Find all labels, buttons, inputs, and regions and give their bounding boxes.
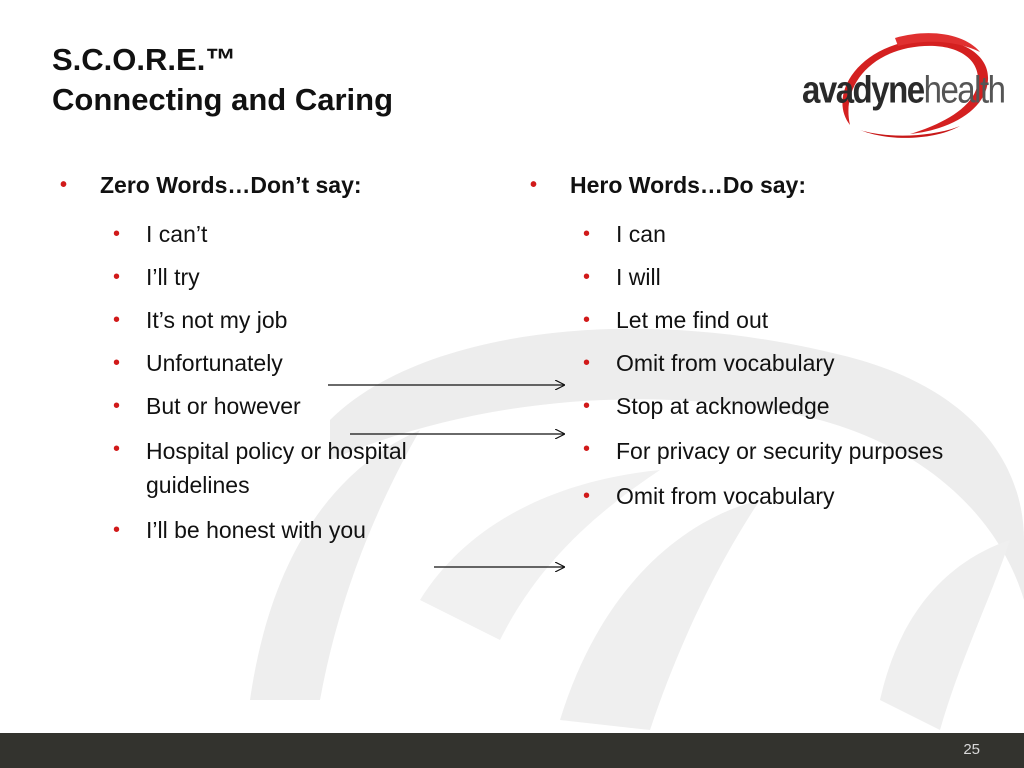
hero-word-item — [530, 434, 946, 468]
footer-bar — [0, 733, 1024, 768]
bullet-icon: • — [113, 519, 121, 541]
zero-word-text: Unfortunately — [146, 350, 283, 376]
logo-brand-text: avadyne — [802, 68, 924, 111]
slide-title-line2: Connecting and Caring — [52, 82, 393, 117]
zero-word-item — [60, 262, 490, 292]
bullet-icon: • — [530, 174, 538, 196]
zero-word-item — [60, 348, 490, 378]
zero-word-item — [60, 305, 490, 335]
avadyne-health-logo — [790, 30, 1005, 140]
zero-word-item — [60, 434, 476, 502]
bullet-icon: • — [583, 352, 591, 374]
slide-title — [52, 40, 393, 120]
bullet-icon: • — [583, 266, 591, 288]
bullet-icon: • — [583, 309, 591, 331]
hero-word-text: Let me find out — [616, 307, 769, 333]
zero-words-heading-text: Zero Words…Don’t say: — [100, 172, 362, 198]
hero-word-item — [530, 481, 930, 511]
hero-word-text: I can — [616, 221, 666, 247]
bullet-icon: • — [113, 223, 121, 245]
bullet-icon: • — [583, 438, 591, 460]
zero-word-item — [60, 219, 490, 249]
page-number: 25 — [963, 741, 980, 758]
bullet-icon: • — [583, 395, 591, 417]
zero-word-item — [60, 391, 490, 421]
zero-word-text: It’s not my job — [146, 307, 288, 333]
bullet-icon: • — [113, 395, 121, 417]
hero-words-heading — [530, 170, 930, 206]
hero-word-item — [530, 219, 930, 249]
zero-words-heading — [60, 170, 490, 206]
zero-word-text: I’ll try — [146, 264, 200, 290]
zero-word-text: I can’t — [146, 221, 208, 247]
bullet-icon: • — [583, 485, 591, 507]
bullet-icon: • — [113, 352, 121, 374]
logo-wordmark — [802, 68, 1005, 112]
hero-word-item — [530, 348, 930, 378]
hero-word-item — [530, 391, 930, 421]
bullet-icon: • — [113, 438, 121, 460]
zero-word-item — [60, 515, 490, 545]
slide-title-line1: S.C.O.R.E.™ — [52, 42, 237, 77]
bullet-icon: • — [113, 266, 121, 288]
bullet-icon: • — [113, 309, 121, 331]
hero-word-item — [530, 262, 930, 292]
hero-words-column — [530, 170, 944, 511]
zero-word-text: I’ll be honest with you — [146, 517, 366, 543]
hero-word-text: I will — [616, 264, 661, 290]
logo-sub-text: health — [923, 68, 1005, 111]
bullet-icon: • — [60, 174, 68, 196]
zero-word-text: Hospital policy or hospital guidelines — [146, 438, 407, 498]
bullet-icon: • — [583, 223, 591, 245]
hero-word-text: Stop at acknowledge — [616, 393, 830, 419]
hero-word-text: For privacy or security purposes — [616, 438, 944, 464]
hero-word-item — [530, 305, 930, 335]
hero-word-text: Omit from vocabulary — [616, 483, 835, 509]
zero-words-column — [60, 170, 490, 545]
hero-words-heading-text: Hero Words…Do say: — [570, 172, 807, 198]
zero-word-text: But or however — [146, 393, 301, 419]
hero-word-text: Omit from vocabulary — [616, 350, 835, 376]
